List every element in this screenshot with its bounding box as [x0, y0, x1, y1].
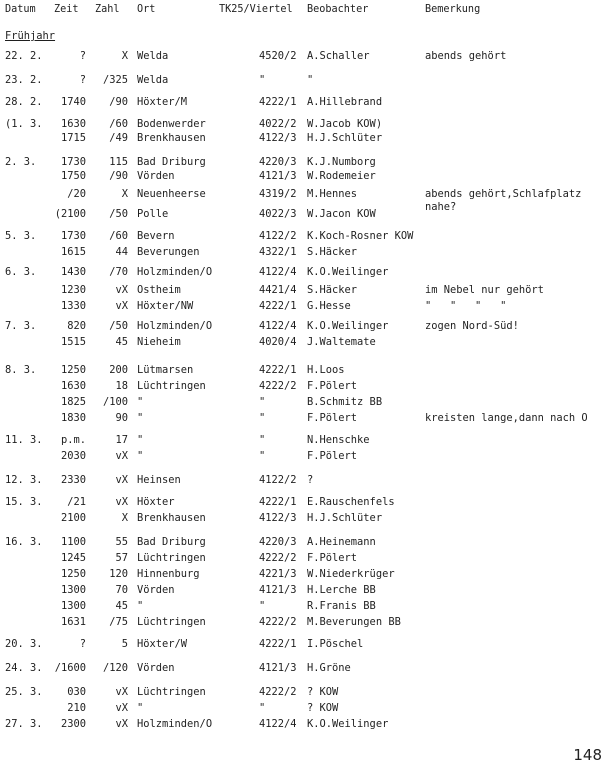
row-tk-quadrant: ": [259, 412, 266, 424]
row-place: Hinnenburg: [137, 568, 200, 580]
page-number: 148: [573, 746, 602, 764]
row-time: 1740: [60, 96, 86, 108]
row-count: 44: [115, 246, 128, 258]
header-tk: TK25/Viertel: [219, 4, 293, 15]
row-observer: F.Pölert: [307, 450, 358, 462]
table-row: [0, 685, 614, 699]
row-place: Welda: [137, 50, 169, 62]
row-count: vX: [115, 450, 128, 462]
row-observer: W.Niederkrüger: [307, 568, 395, 580]
row-tk-quadrant: 4121/3: [259, 584, 297, 596]
row-time: 1615: [60, 246, 86, 258]
row-tk-quadrant: 4222/2: [259, 616, 297, 628]
row-date: 27. 3.: [5, 718, 43, 730]
row-count: 55: [115, 536, 128, 548]
table-row: [0, 379, 614, 393]
row-observer: R.Franis BB: [307, 600, 376, 612]
row-observer: H.J.Schlüter: [307, 132, 383, 144]
table-row: [0, 169, 614, 183]
row-tk-quadrant: 4222/1: [259, 364, 297, 376]
table-row: [0, 319, 614, 333]
row-place: Lüchtringen: [137, 552, 206, 564]
table-row: [0, 245, 614, 259]
row-place: Brenkhausen: [137, 512, 206, 524]
row-tk-quadrant: 4222/1: [259, 638, 297, 650]
row-count: vX: [115, 496, 128, 508]
row-date: 22. 2.: [5, 50, 43, 62]
row-tk-quadrant: 4122/4: [259, 320, 297, 332]
row-tk-quadrant: 4322/1: [259, 246, 297, 258]
row-observer: N.Henschke: [307, 434, 370, 446]
row-observer: A.Schaller: [307, 50, 370, 62]
row-time: 1230: [60, 284, 86, 296]
row-place: Bad Driburg: [137, 536, 206, 548]
row-date: 25. 3.: [5, 686, 43, 698]
row-time: 2300: [60, 718, 86, 730]
header-beobachter: Beobachter: [307, 4, 369, 15]
row-tk-quadrant: 4122/2: [259, 230, 297, 242]
row-date: 7. 3.: [5, 320, 37, 332]
row-place: ": [137, 434, 144, 446]
row-count: vX: [115, 686, 128, 698]
row-place: Welda: [137, 74, 169, 86]
row-tk-quadrant: ": [259, 74, 266, 86]
row-date: 12. 3.: [5, 474, 43, 486]
row-observer: ? KOW: [307, 702, 339, 714]
row-tk-quadrant: 4421/4: [259, 284, 297, 296]
row-time: 2030: [60, 450, 86, 462]
row-time: ?: [79, 74, 86, 86]
header-zeit: Zeit: [54, 4, 79, 15]
row-count: /100: [102, 396, 128, 408]
row-observer: K.Koch-Rosner KOW: [307, 230, 414, 242]
row-place: Brenkhausen: [137, 132, 206, 144]
row-time: 1250: [60, 568, 86, 580]
row-observer: W.Rodemeier: [307, 170, 376, 182]
row-time: /1600: [54, 662, 86, 674]
row-date: 20. 3.: [5, 638, 43, 650]
table-row: [0, 511, 614, 525]
row-time: 2100: [60, 512, 86, 524]
table-row: [0, 49, 614, 63]
table-header: [0, 4, 614, 18]
row-tk-quadrant: 4122/4: [259, 266, 297, 278]
row-count: 18: [115, 380, 128, 392]
row-observer: B.Schmitz BB: [307, 396, 383, 408]
row-place: ": [137, 412, 144, 424]
row-tk-quadrant: ": [259, 450, 266, 462]
row-remark-continued: nahe?: [425, 201, 457, 213]
row-tk-quadrant: 4122/3: [259, 512, 297, 524]
row-observer: H.Loos: [307, 364, 345, 376]
table-row: [0, 583, 614, 597]
row-observer: H.Gröne: [307, 662, 351, 674]
row-tk-quadrant: 4222/1: [259, 496, 297, 508]
table-row: [0, 395, 614, 409]
row-observer: K.J.Numborg: [307, 156, 376, 168]
row-tk-quadrant: 4121/3: [259, 170, 297, 182]
row-time: 1100: [60, 536, 86, 548]
row-observer: E.Rauschenfels: [307, 496, 395, 508]
row-tk-quadrant: ": [259, 396, 266, 408]
row-date: (1. 3.: [5, 118, 43, 130]
row-tk-quadrant: 4222/1: [259, 300, 297, 312]
row-time: 1250: [60, 364, 86, 376]
row-place: Ostheim: [137, 284, 181, 296]
row-tk-quadrant: 4122/4: [259, 718, 297, 730]
row-time: 210: [67, 702, 86, 714]
row-place: Bodenwerder: [137, 118, 206, 130]
table-row: [0, 433, 614, 447]
row-tk-quadrant: 4222/2: [259, 552, 297, 564]
row-time: p.m.: [60, 434, 86, 446]
table-row: [0, 599, 614, 613]
table-row: [0, 335, 614, 349]
row-place: Lütmarsen: [137, 364, 194, 376]
table-row: [0, 449, 614, 463]
row-observer: J.Waltemate: [307, 336, 376, 348]
row-time: 1630: [60, 380, 86, 392]
row-tk-quadrant: 4121/3: [259, 662, 297, 674]
table-row: [0, 535, 614, 549]
table-row: [0, 265, 614, 279]
row-date: 15. 3.: [5, 496, 43, 508]
row-time: 1730: [60, 230, 86, 242]
row-tk-quadrant: 4022/2: [259, 118, 297, 130]
row-count: 17: [115, 434, 128, 446]
table-row: [0, 637, 614, 651]
row-count: /120: [102, 662, 128, 674]
row-remark: im Nebel nur gehört: [425, 284, 544, 296]
row-date: 2. 3.: [5, 156, 37, 168]
row-place: Lüchtringen: [137, 616, 206, 628]
table-row: [0, 73, 614, 87]
row-time: /20: [67, 188, 86, 200]
table-row: [0, 551, 614, 565]
row-count: 120: [109, 568, 128, 580]
row-count: 200: [109, 364, 128, 376]
row-count: 90: [115, 412, 128, 424]
row-date: 28. 2.: [5, 96, 43, 108]
table-row: [0, 207, 614, 221]
table-row: [0, 187, 614, 213]
row-count: X: [121, 188, 128, 200]
row-tk-quadrant: 4022/3: [259, 208, 297, 220]
row-place: ": [137, 702, 144, 714]
row-place: Vörden: [137, 170, 175, 182]
table-row: [0, 495, 614, 509]
row-tk-quadrant: 4220/3: [259, 156, 297, 168]
row-count: vX: [115, 474, 128, 486]
row-observer: S.Häcker: [307, 246, 358, 258]
row-observer: K.O.Weilinger: [307, 266, 389, 278]
row-time: 1300: [60, 584, 86, 596]
row-time: 1730: [60, 156, 86, 168]
row-observer: F.Pölert: [307, 412, 358, 424]
row-count: vX: [115, 284, 128, 296]
row-remark: abends gehört: [425, 50, 507, 62]
row-time: 1750: [60, 170, 86, 182]
row-time: /21: [67, 496, 86, 508]
row-date: 16. 3.: [5, 536, 43, 548]
row-count: 5: [121, 638, 128, 650]
table-row: [0, 411, 614, 425]
table-row: [0, 615, 614, 629]
row-time: 1715: [60, 132, 86, 144]
row-time: 1245: [60, 552, 86, 564]
row-tk-quadrant: 4222/2: [259, 686, 297, 698]
row-count: vX: [115, 702, 128, 714]
row-place: Holzminden/O: [137, 266, 213, 278]
row-observer: M.Beverungen BB: [307, 616, 401, 628]
header-ort: Ort: [137, 4, 156, 15]
table-row: [0, 283, 614, 297]
row-time: ?: [79, 50, 86, 62]
table-row: [0, 95, 614, 109]
row-place: Höxter/W: [137, 638, 188, 650]
row-tk-quadrant: 4222/1: [259, 96, 297, 108]
row-place: Holzminden/O: [137, 320, 213, 332]
row-count: 115: [109, 156, 128, 168]
row-date: 6. 3.: [5, 266, 37, 278]
section-title: Frühjahr: [5, 30, 56, 42]
header-bemerkung: Bemerkung: [425, 4, 481, 15]
table-row: [0, 473, 614, 487]
row-count: vX: [115, 718, 128, 730]
row-time: 1830: [60, 412, 86, 424]
row-date: 5. 3.: [5, 230, 37, 242]
row-observer: K.O.Weilinger: [307, 718, 389, 730]
row-place: Bevern: [137, 230, 175, 242]
row-time: 1515: [60, 336, 86, 348]
row-count: 45: [115, 600, 128, 612]
row-count: /60: [109, 118, 128, 130]
header-datum: Datum: [5, 4, 36, 15]
table-row: [0, 117, 614, 131]
row-time: 1330: [60, 300, 86, 312]
row-count: 45: [115, 336, 128, 348]
row-tk-quadrant: 4319/2: [259, 188, 297, 200]
row-place: Polle: [137, 208, 169, 220]
row-observer: F.Pölert: [307, 380, 358, 392]
row-count: 70: [115, 584, 128, 596]
row-count: X: [121, 50, 128, 62]
row-tk-quadrant: 4222/2: [259, 380, 297, 392]
table-row: [0, 701, 614, 715]
row-place: Höxter/NW: [137, 300, 194, 312]
table-row: [0, 229, 614, 243]
row-date: 11. 3.: [5, 434, 43, 446]
row-count: /60: [109, 230, 128, 242]
table-row: [0, 363, 614, 377]
row-count: 57: [115, 552, 128, 564]
row-observer: H.Lerche BB: [307, 584, 376, 596]
table-row: [0, 661, 614, 675]
row-observer: A.Hillebrand: [307, 96, 383, 108]
row-place: Höxter: [137, 496, 175, 508]
row-time: 1630: [60, 118, 86, 130]
row-tk-quadrant: 4221/3: [259, 568, 297, 580]
row-observer: G.Hesse: [307, 300, 351, 312]
row-place: Heinsen: [137, 474, 181, 486]
row-time: 1825: [60, 396, 86, 408]
row-place: Bad Driburg: [137, 156, 206, 168]
row-observer: A.Heinemann: [307, 536, 376, 548]
row-count: /75: [109, 616, 128, 628]
row-count: /49: [109, 132, 128, 144]
row-time: 2330: [60, 474, 86, 486]
table-row: [0, 717, 614, 731]
row-observer: K.O.Weilinger: [307, 320, 389, 332]
row-time: ?: [79, 638, 86, 650]
row-tk-quadrant: 4122/3: [259, 132, 297, 144]
row-place: Nieheim: [137, 336, 181, 348]
row-date: 23. 2.: [5, 74, 43, 86]
row-place: Lüchtringen: [137, 380, 206, 392]
row-remark: kreisten lange,dann nach O: [425, 412, 588, 424]
row-remark: zogen Nord-Süd!: [425, 320, 519, 332]
row-observer: S.Häcker: [307, 284, 358, 296]
row-observer: ?: [307, 474, 314, 486]
header-zahl: Zahl: [95, 4, 120, 15]
row-time: 1631: [60, 616, 86, 628]
row-count: /70: [109, 266, 128, 278]
row-time: (2100: [54, 208, 86, 220]
row-place: Höxter/M: [137, 96, 188, 108]
row-remark: abends gehört,Schlafplatz: [425, 188, 582, 200]
row-time: 030: [67, 686, 86, 698]
row-tk-quadrant: ": [259, 600, 266, 612]
row-date: 8. 3.: [5, 364, 37, 376]
row-place: ": [137, 450, 144, 462]
row-remark: " " " ": [425, 300, 507, 312]
row-count: vX: [115, 300, 128, 312]
row-observer: ? KOW: [307, 686, 339, 698]
row-time: 1430: [60, 266, 86, 278]
row-tk-quadrant: 4520/2: [259, 50, 297, 62]
table-row: [0, 567, 614, 581]
row-count: /90: [109, 96, 128, 108]
row-count: X: [121, 512, 128, 524]
row-place: ": [137, 396, 144, 408]
table-row: [0, 155, 614, 169]
row-observer: F.Pölert: [307, 552, 358, 564]
row-observer: W.Jacon KOW: [307, 208, 376, 220]
row-place: Vörden: [137, 662, 175, 674]
row-observer: ": [307, 74, 314, 86]
row-tk-quadrant: ": [259, 434, 266, 446]
row-observer: W.Jacob KOW): [307, 118, 383, 130]
row-place: Lüchtringen: [137, 686, 206, 698]
row-place: ": [137, 600, 144, 612]
row-tk-quadrant: 4220/3: [259, 536, 297, 548]
row-count: /325: [102, 74, 128, 86]
row-tk-quadrant: 4122/2: [259, 474, 297, 486]
row-place: Neuenheerse: [137, 188, 206, 200]
row-count: /50: [109, 320, 128, 332]
table-row: [0, 299, 614, 313]
row-date: 24. 3.: [5, 662, 43, 674]
row-count: /50: [109, 208, 128, 220]
row-observer: H.J.Schlüter: [307, 512, 383, 524]
row-tk-quadrant: ": [259, 702, 266, 714]
row-count: /90: [109, 170, 128, 182]
table-row: [0, 131, 614, 145]
row-observer: M.Hennes: [307, 188, 358, 200]
row-tk-quadrant: 4020/4: [259, 336, 297, 348]
row-place: Holzminden/O: [137, 718, 213, 730]
row-time: 1300: [60, 600, 86, 612]
row-place: Vörden: [137, 584, 175, 596]
row-observer: I.Pöschel: [307, 638, 364, 650]
row-time: 820: [67, 320, 86, 332]
row-place: Beverungen: [137, 246, 200, 258]
